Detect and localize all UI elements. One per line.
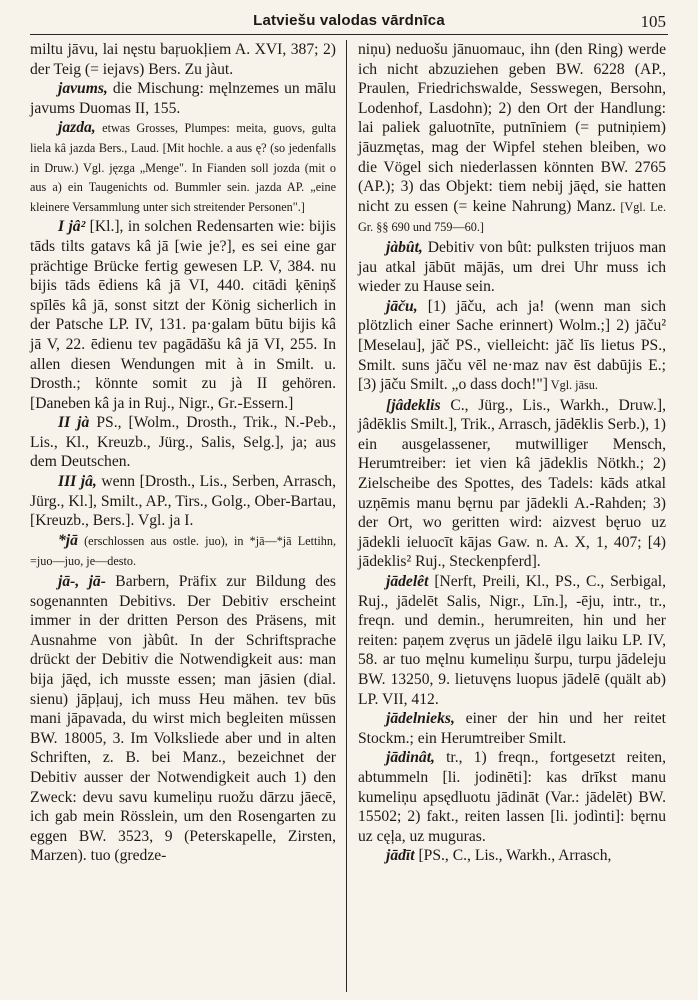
entry-jadelnieks [358,709,666,748]
entry-text: niņu) neduošu jānuomauc, ihn (den Ring) werde ich nicht abzuziehen geben BW. 6228 (AP., Praulen, Friedrichswalde, Sesswegen, Bersohn, Lodenhof, Lasdohn); 2) den Ort der Handlung: lai paliek galuotnīte, putnīniem (= putniņiem) jāuzmętas, mag der Wipfel stehen bleiben, wo die Vögel sich niederlassen könnten BW. 2765 (AP.); 3) das Objekt: tiem nebij jāęd, sie hatten nicht zu essen (= keine Nahrung) Manz. [358,41,666,215]
lemma: III jâ, [58,473,97,491]
entry-text: etwas Grosses, Plumpes: meita, guovs, gulta liela kâ jazda Bers., Laud. [Mit hochle. a aus ę? (so jedenfalls in Druw.) Vgl. jęzga „Menge". In Fianden soll jozda (mit o aus a) ein Taugenichts od. Bummler sein. jazda AP. „eine kleinere Versammlung unter sich streitender Personen".] [30,121,336,214]
lemma: jādinât, [386,749,435,767]
lemma: jādelêt [386,573,429,591]
column-divider [346,40,347,992]
entry-reference: [Vgl. Le. Gr. §§ 690 und 759—60.] [358,199,666,235]
entry-text: C., Jürg., Lis., Warkh., Druw.], jâdēklis Smilt.], Trik., Arrasch, jādēklis Serb.), 1) ein ausgelassener, mutwilliger Mensch, Herumtreiber: iet vien kâ jādeklis Nötkh.; 2) Zielscheibe des Spottes, des Tadels: kāds atkal uzņēmis manu bęrnu par jādekli A.-Rahden; 3) der Ort, wo geritten wird: aizvest bęruo uz jādekli ieluocīt kājas Gaw. n. A. X, 1, 407; [4) jādeklis² Ruj., Steckenpferd]. [358,396,666,571]
entry-ja-4 [30,531,336,572]
right-column [358,40,666,992]
lemma: jāču, [386,297,418,315]
entry-text: (erschlossen aus ostle. juo), in *jā—*jā Lettihn, =juo—juo, je—desto. [30,533,336,569]
entry-ja-2 [30,413,336,472]
entry-jadelet [358,572,666,709]
lemma: jādelnieks, [386,710,455,728]
lemma: [jâdeklis [386,396,441,414]
entry-text: [1) jāču, ach ja! (wenn man sich plötzlich einer Sache erinnert) Wolm.;] 2) jāču² [Meselau], jāč PS., vielleicht: jāč līs lietus PS., Smilt. suns jāču vēl ne·maz nav ēst dabūjis E.; [3) jāču Smilt. „o dass doch!"] [358,297,666,394]
entry-text: die Mischung: męlnzemes un mālu javums Duomas II, 155. [30,80,336,117]
left-column [30,40,336,992]
entry-text: [PS., C., Lis., Warkh., Arrasch, [414,847,612,865]
entry-text: PS., [Wolm., Drosth., Trik., N.-Peb., Lis., Kl., Kreuzb., Jürg., Salis, Selg.], ja; aus dem Deutschen. [30,414,336,471]
page-number: 105 [640,12,666,31]
entry-text: [Kl.], in solchen Redensarten wie: bijis tāds tilts gatavs kâ jā [wie je?], es sei eine gar prächtige Brücke fertig gewesen LP. V, 384. nu bijis tāds ēdiens kâ jā VI, 440. citādi ķēniņš spīlēs kâ jā, sonst sitzt der König sicherlich in der Patsche LP. IV, 131. pa·galam būtu bijis kâ jā V, 22. ēdienu tev pagādāšu kâ jā VI, 255. In allen diesen Wendungen mit à in Smilt. u. Drosth.; könnte somit zu jà II gehören. [Daneben kâ ja in Ruj., Nigr., Gr.-Essern.] [30,218,336,412]
entry-ja-prefix [30,572,336,866]
lemma: jā-, jā- [58,573,106,591]
entry-javums [30,79,336,118]
entry-ja-1 [30,217,336,413]
entry-text: tr., 1) freqn., fortgesetzt reiten, abtummeln [li. jodinēti]: kas drīkst manu kumeliņu apsędluotu jādināt (Var.: jādelēt) BW. 15502; 2) fakt., reiten lassen [li. jodìnti]: bęrnu uz cęļa, uz muguras. [358,749,666,845]
entry-jacu [358,297,666,396]
entry-jabut [358,238,666,297]
lemma: *jā [58,531,78,549]
entry-jadeklis [358,396,666,572]
entry-text: Debitiv von bût: pulksten trijuos man jau atkal jābūt mājās, um drei Uhr muss ich wieder zu Hause sein. [358,238,666,296]
lemma: jàbût, [386,238,423,256]
lemma: II jà [58,414,90,432]
entry-text: miltu jāvu, lai nęstu baŗuokļiem A. XVI, 387; 2) der Teig (= iejavs) Bers. Zu jàut. [30,41,336,78]
entry-jadit [358,846,666,866]
lemma: jazda, [58,119,96,137]
entry-text: einer der hin und her reitet Stockm.; ein Herumtreiber Smilt. [358,710,666,747]
running-title: Latviešu valodas vārdnīca [253,12,445,29]
entry-text: wenn [Drosth., Lis., Serben, Arrasch, Jürg., Kl.], Smilt., AP., Tirs., Golg., Ober-Bartau, [Kreuzb., Bers.]. Vgl. ja I. [30,473,336,530]
entry-ja-3 [30,472,336,531]
entry-text: Barbern, Präfix zur Bildung des sogenannten Debitivs. Der Debitiv erscheint immer in der dritten Person des Präsens, mit Ausnahme von jàbût. In der Schriftsprache drückt der Debitiv die Notwendigkeit aus: man bija jāęd, ich musste essen; man jāsien (dial. sienu) jāpļauj, ich muss Heu mähen. tev būs mani jāpavada, du wirst mich begleiten müssen BW. 18005, 3. Im Volksliede aber und in alten Schriften, z. B. bei Manz., bezeichnet der Debitiv ausser der Notwendigkeit auch 1) den Zweck: devu savu kumeliņu ruožu dārzu jāecē, ich gab mein Rösslein, um den Rosengarten zu eggen BW. 3523, 9 (Peterskapelle, Zirsten, Marzen). tuo (gredze- [30,573,336,865]
running-head [30,12,668,35]
entry-continuation [30,40,336,79]
lemma: javums, [58,80,108,98]
entry-continuation [358,40,666,238]
entry-reference: Vgl. jāsu. [547,378,598,393]
entry-jadinat [358,748,666,846]
entry-jazda [30,118,336,217]
lemma: jādīt [386,847,415,865]
lemma: I jâ² [58,218,86,236]
entry-text: [Nerft, Preili, Kl., PS., C., Serbigal, Ruj., jādelēt Salis, Nigr., Līn.], -ēju, intr., tr., freqn. und demin., herumreiten, hin und her reiten: paņem zvęrus un jādelē ilgu laiku LP. IV, 58. ar tuo męlnu kumeliņu šurpu, turpu jādeleju BW. 13250, 9. lietuvęns luopus jādelē (quält ab) LP. VII, 412. [358,573,666,708]
